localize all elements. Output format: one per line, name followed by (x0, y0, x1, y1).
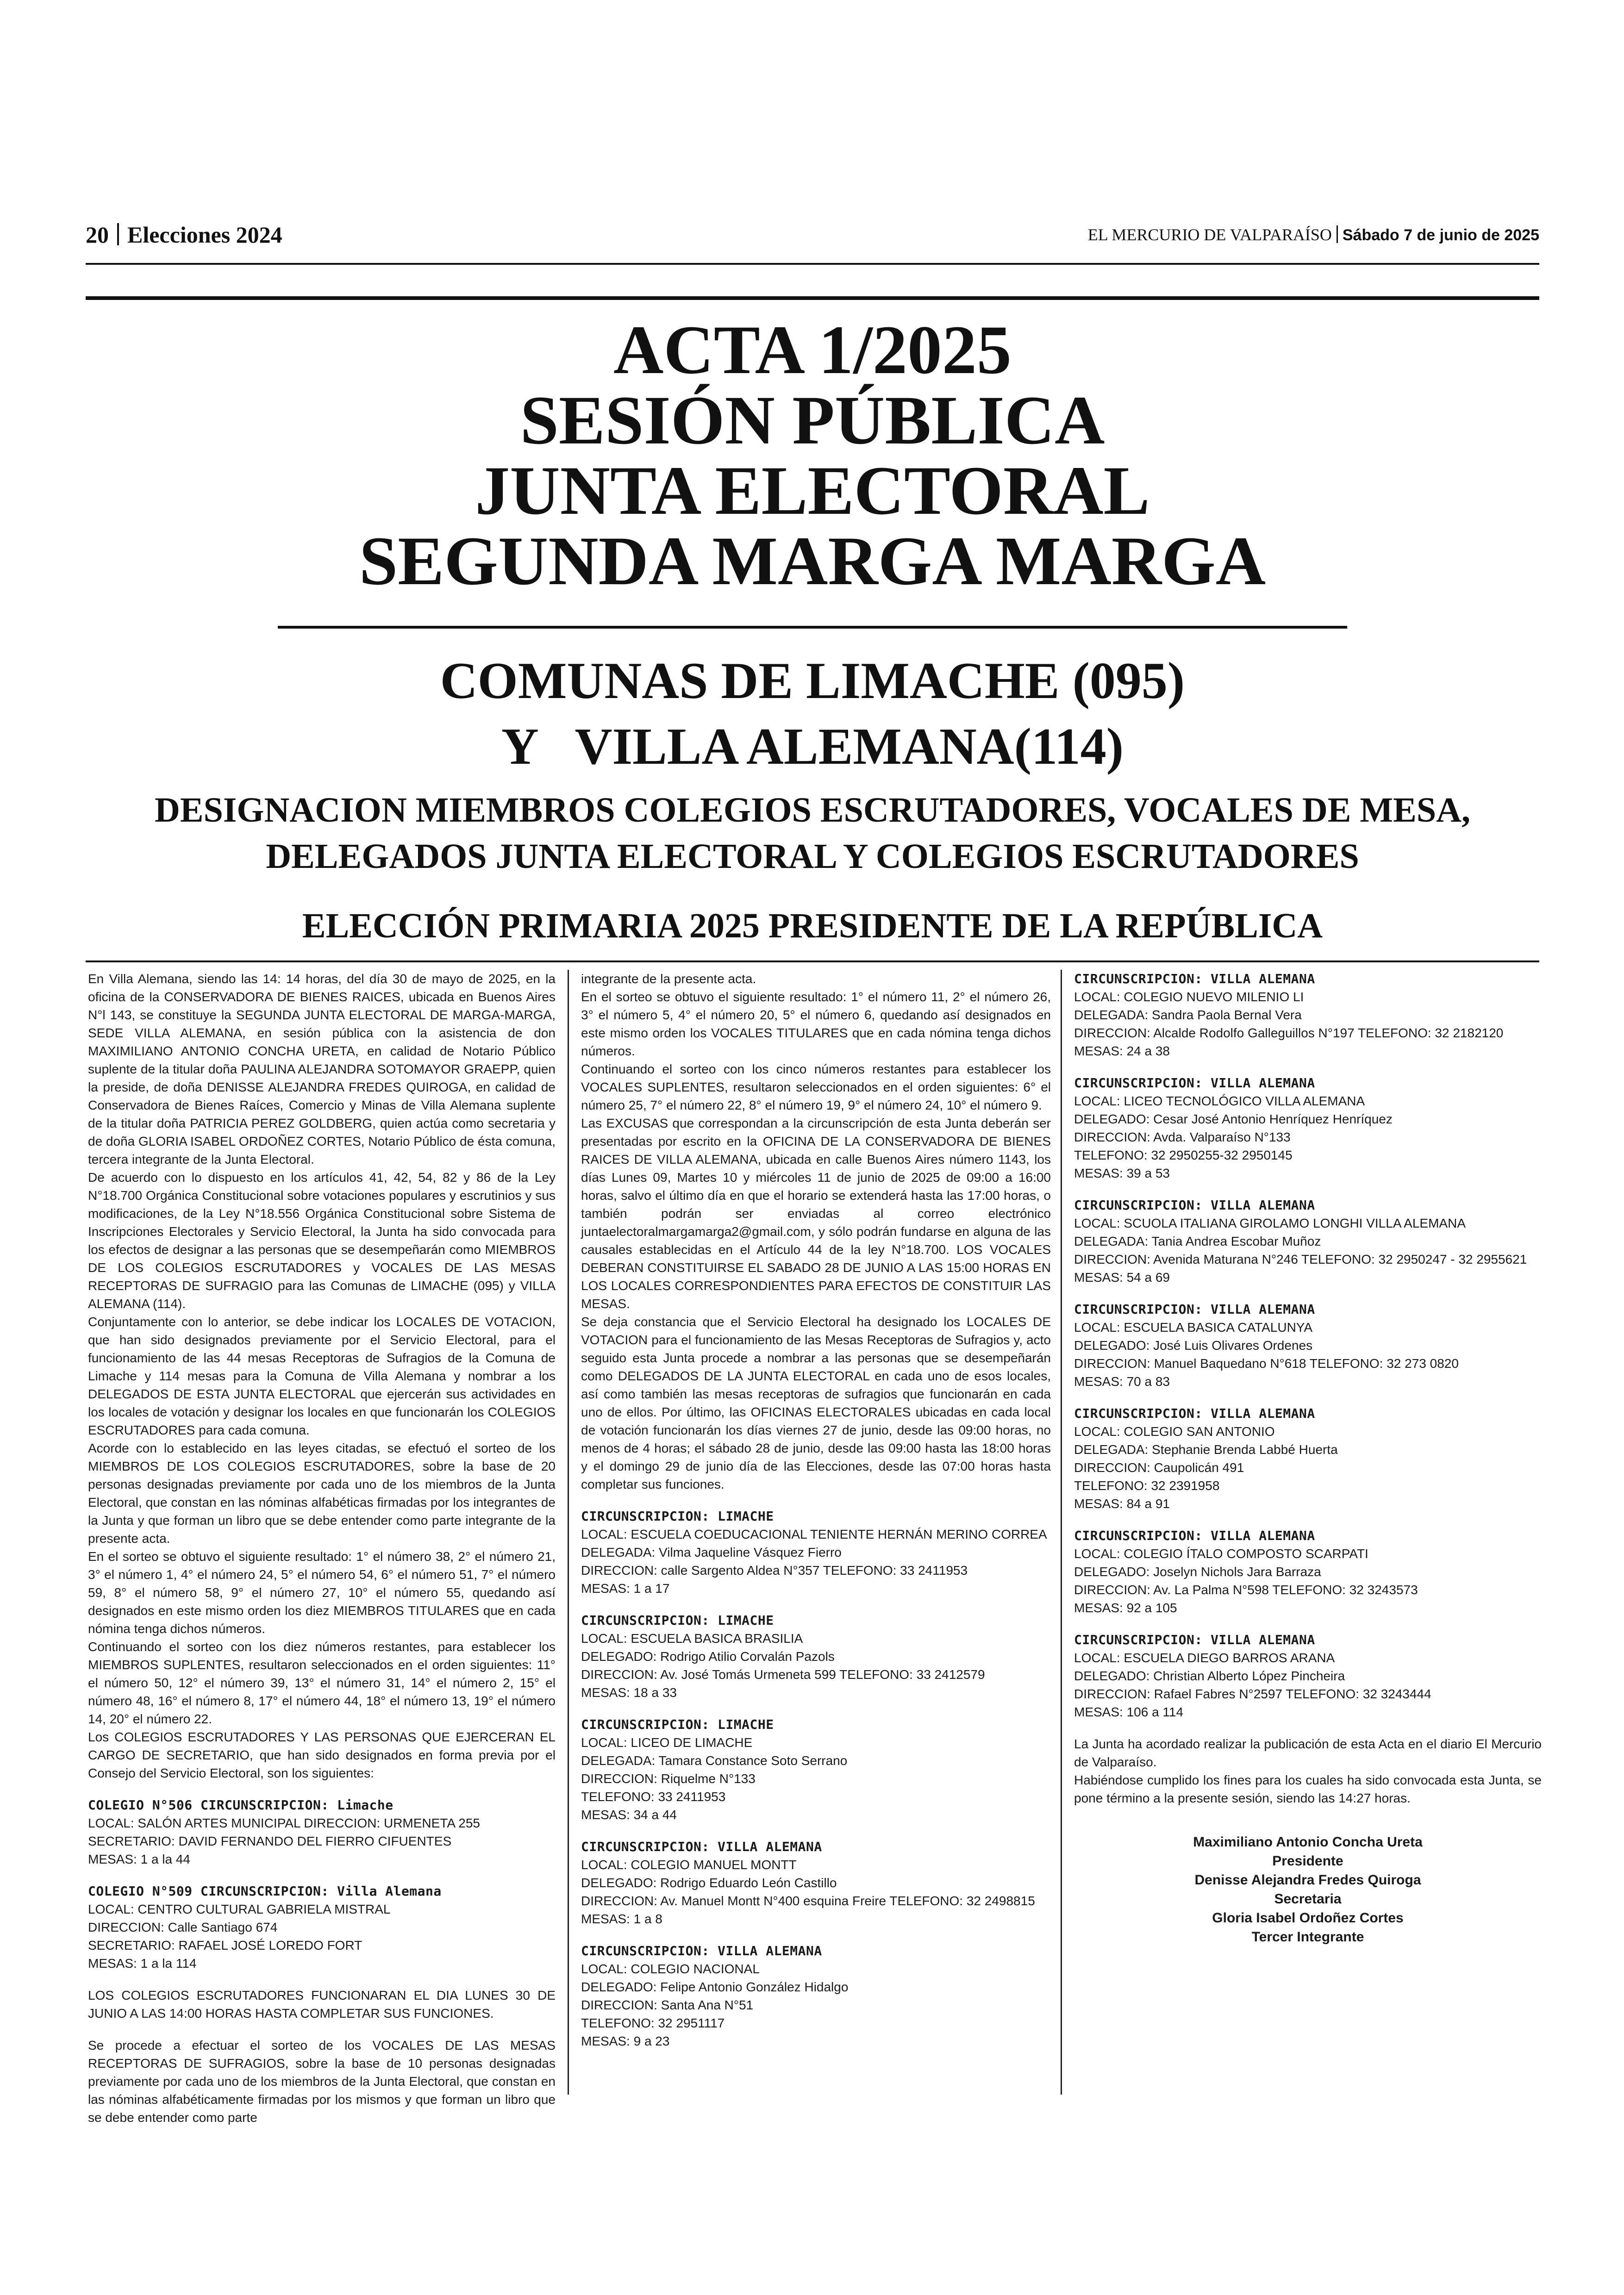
publication-info (1088, 225, 1539, 244)
body-rule (86, 960, 1539, 962)
circunscripcion-list (1074, 970, 1542, 1721)
circunscripcion-heading: CIRCUNSCRIPCION: VILLA ALEMANA (1074, 1406, 1315, 1421)
title-line: SEGUNDA MARGA MARGA (359, 523, 1266, 599)
paragraph: Continuando el sorteo con los cinco números restantes para establecer los VOCALES SUPLENTES, resultaron seleccionados en el orden siguientes: 6° el número 25, 7° el número 22, 8° el número 19, 9° el número 24, 10° el número 9. (581, 1062, 1051, 1112)
designacion-heading (86, 787, 1539, 879)
circunscripcion-line: DIRECCION: Rafael Fabres N°2597 TELEFONO: 32 3243444 (1074, 1687, 1431, 1701)
circunscripcion-line: DELEGADO: Joselyn Nichols Jara Barraza (1074, 1565, 1321, 1579)
signer-name: Denisse Alejandra Fredes Quiroga (1194, 1872, 1421, 1888)
circunscripcion-line: DIRECCION: Avenida Maturana N°246 TELEFONO: 32 2950247 - 32 2955621 (1074, 1252, 1527, 1266)
circunscripcion-line: DELEGADA: Tamara Constance Soto Serrano (581, 1753, 848, 1768)
circunscripcion-line: LOCAL: COLEGIO ÍTALO COMPOSTO SCARPATI (1074, 1547, 1368, 1561)
circunscripcion-block (1074, 1196, 1542, 1286)
circunscripcion-line: DELEGADA: Vilma Jaqueline Vásquez Fierro (581, 1545, 842, 1559)
column-divider (1061, 970, 1062, 2095)
signer-role: Secretaria (1274, 1891, 1342, 1907)
circunscripcion-heading: CIRCUNSCRIPCION: VILLA ALEMANA (1074, 971, 1315, 986)
paragraph: La Junta ha acordado realizar la publicación de esta Acta en el diario El Mercurio de Valparaíso. (1074, 1737, 1542, 1769)
circunscripcion-line: LOCAL: ESCUELA DIEGO BARROS ARANA (1074, 1651, 1335, 1665)
circunscripcion-line: DIRECCION: Alcalde Rodolfo Galleguillos N°197 TELEFONO: 32 2182120 (1074, 1026, 1504, 1040)
column-divider (568, 970, 569, 2095)
circunscripcion-line: DELEGADO: Rodrigo Eduardo León Castillo (581, 1876, 837, 1890)
circunscripcion-line: MESAS: 9 a 23 (581, 2034, 670, 2048)
circunscripcion-heading: CIRCUNSCRIPCION: VILLA ALEMANA (1074, 1632, 1315, 1647)
circunscripcion-heading: CIRCUNSCRIPCION: LIMACHE (581, 1613, 774, 1628)
circunscripcion-block (581, 1715, 1051, 1824)
circunscripcion-line: DIRECCION: calle Sargento Aldea N°357 TELEFONO: 33 2411953 (581, 1563, 968, 1578)
circunscripcion-heading: CIRCUNSCRIPCION: VILLA ALEMANA (1074, 1075, 1315, 1091)
circunscripcion-line: LOCAL: COLEGIO MANUEL MONTT (581, 1858, 797, 1872)
designacion-line: DESIGNACION MIEMBROS COLEGIOS ESCRUTADORES, VOCALES DE MESA, (155, 791, 1470, 829)
column-1 (88, 970, 556, 2127)
circunscripcion-line: DIRECCION: Av. José Tomás Urmeneta 599 TELEFONO: 33 2412579 (581, 1667, 985, 1682)
title-line: JUNTA ELECTORAL (475, 452, 1150, 529)
colegio-line: LOCAL: CENTRO CULTURAL GABRIELA MISTRAL (88, 1902, 391, 1916)
circunscripcion-line: TELEFONO: 33 2411953 (581, 1790, 726, 1804)
circunscripcion-line: TELEFONO: 32 2950255-32 2950145 (1074, 1148, 1293, 1162)
circunscripcion-block (581, 1507, 1051, 1597)
colegio-heading: COLEGIO N°509 CIRCUNSCRIPCION: Villa Alemana (88, 1883, 442, 1899)
section-header (86, 221, 282, 248)
circunscripcion-line: MESAS: 54 a 69 (1074, 1270, 1170, 1285)
column-2 (581, 970, 1051, 2050)
paragraph: Las EXCUSAS que correspondan a la circunscripción de esta Junta deberán ser presentadas por escrito en la OFICINA DE LA CONSERVADORA DE BIENES RAICES DE VILLA ALEMANA, ubicada en calle Buenos Aires número 1143, los días Lunes 09, Martes 10 y miércoles 11 de junio de 2025 de 09:00 a 16:00 horas, salvo el último día en que el horario se extenderá hasta las 17:00 horas, o también podrán ser enviadas al correo electrónico juntaelectoralmargamarga2@gmail.com, y sólo podrán fundarse en alguna de las causales establecidas en el Artículo 44 de la ley N°18.700. LOS VOCALES DEBERAN CONSTITUIRSE EL SABADO 28 DE JUNIO A LAS 15:00 HORAS EN LOS LOCALES CORRESPONDIENTES PARA EFECTOS DE CONSTITUIR LAS MESAS. (581, 1116, 1051, 1311)
page-number: 20 (86, 222, 109, 248)
circunscripcion-heading: CIRCUNSCRIPCION: LIMACHE (581, 1717, 774, 1732)
divider (1337, 225, 1338, 243)
circunscripcion-list (581, 1507, 1051, 2050)
colegio-heading: COLEGIO N°506 CIRCUNSCRIPCION: Limache (88, 1797, 394, 1813)
paragraph: Se deja constancia que el Servicio Electoral ha designado los LOCALES DE VOTACION para el funcionamiento de las Mesas Receptoras de Sufragios y, acto seguido esta Junta procede a nombrar a las personas que se desempeñarán como DELEGADOS DE LA JUNTA ELECTORAL en cada uno de esos locales, así como también las mesas receptoras de sufragios que funcionarán en cada uno de ellos. Por último, las OFICINAS ELECTORALES ubicadas en cada local de votación funcionarán los días viernes 27 de junio, desde las 09:00 horas, no menos de 4 horas; el sábado 28 de junio, desde las 09:00 hasta las 18:00 horas y el domingo 29 de junio día de las Elecciones, desde las 07:00 horas hasta completar sus funciones. (581, 1315, 1051, 1491)
circunscripcion-line: LOCAL: ESCUELA COEDUCACIONAL TENIENTE HERNÁN MERINO CORREA (581, 1527, 1047, 1541)
designacion-line: DELEGADOS JUNTA ELECTORAL Y COLEGIOS ESCRUTADORES (266, 837, 1359, 876)
circunscripcion-line: LOCAL: LICEO DE LIMACHE (581, 1735, 753, 1750)
paragraph: Conjuntamente con lo anterior, se debe indicar los LOCALES DE VOTACION, que han sido designados previamente por el Servicio Electoral, para el funcionamiento de las 44 mesas Receptoras de Sufragios de la Comuna de Limache y 114 mesas para la Comuna de Villa Alemana y nombrar a los DELEGADOS DE ESTA JUNTA ELECTORAL que ejercerán sus actividades en los locales de votación y designar los locales en que funcionarán los COLEGIOS ESCRUTADORES para cada comuna. (88, 1315, 556, 1437)
circunscripcion-line: DIRECCION: Avda. Valparaíso N°133 (1074, 1130, 1291, 1144)
circunscripcion-line: MESAS: 84 a 91 (1074, 1497, 1170, 1511)
circunscripcion-line: DELEGADA: Sandra Paola Bernal Vera (1074, 1008, 1302, 1022)
circunscripcion-block (1074, 970, 1542, 1060)
circunscripcion-line: MESAS: 39 a 53 (1074, 1166, 1170, 1180)
circunscripcion-line: LOCAL: LICEO TECNOLÓGICO VILLA ALEMANA (1074, 1094, 1365, 1108)
title-line: ACTA 1/2025 (613, 312, 1012, 388)
paragraph: En el sorteo se obtuvo el siguiente resultado: 1° el número 11, 2° el número 26, 3° el número 5, 4° el número 20, 5° el número 6, quedando así designados en este mismo orden los VOCALES TITULARES que en cada nómina tenga dichos números. (581, 990, 1051, 1058)
signer-role: Presidente (1272, 1853, 1343, 1869)
column-3 (1074, 970, 1542, 1946)
circunscripcion-heading: CIRCUNSCRIPCION: VILLA ALEMANA (1074, 1197, 1315, 1213)
circunscripcion-line: DELEGADO: Rodrigo Atilio Corvalán Pazols (581, 1649, 835, 1664)
paragraph: integrante de la presente acta. (581, 972, 756, 986)
circunscripcion-heading: CIRCUNSCRIPCION: VILLA ALEMANA (1074, 1528, 1315, 1543)
page-header (86, 221, 1539, 249)
signer-name: Maximiliano Antonio Concha Ureta (1193, 1834, 1423, 1850)
circunscripcion-block (581, 1942, 1051, 2050)
circunscripcion-line: MESAS: 24 a 38 (1074, 1044, 1170, 1058)
circunscripcion-heading: CIRCUNSCRIPCION: VILLA ALEMANA (581, 1943, 822, 1958)
circunscripcion-line: DIRECCION: Caupolicán 491 (1074, 1460, 1244, 1475)
title-rule (278, 626, 1347, 629)
publication-date: Sábado 7 de junio de 2025 (1342, 226, 1539, 244)
title-line: SESIÓN PÚBLICA (520, 382, 1105, 459)
circunscripcion-line: LOCAL: ESCUELA BASICA CATALUNYA (1074, 1320, 1313, 1335)
circunscripcion-heading: CIRCUNSCRIPCION: VILLA ALEMANA (581, 1839, 822, 1854)
circunscripcion-block (1074, 1300, 1542, 1391)
circunscripcion-line: LOCAL: ESCUELA BASICA BRASILIA (581, 1631, 803, 1646)
colegio-line: SECRETARIO: RAFAEL JOSÉ LOREDO FORT (88, 1938, 362, 1952)
circunscripcion-block (1074, 1074, 1542, 1182)
paragraph: Habiéndose cumplido los fines para los cuales ha sido convocada esta Junta, se pone término a la presente sesión, siendo las 14:27 horas. (1074, 1773, 1542, 1805)
circunscripcion-block (1074, 1404, 1542, 1513)
colegio-line: DIRECCION: Calle Santiago 674 (88, 1920, 278, 1934)
circunscripcion-block (581, 1838, 1051, 1928)
circunscripcion-heading: CIRCUNSCRIPCION: LIMACHE (581, 1509, 774, 1524)
circunscripcion-line: DIRECCION: Manuel Baquedano N°618 TELEFONO: 32 273 0820 (1074, 1356, 1459, 1371)
paragraph: Acorde con lo establecido en las leyes citadas, se efectuó el sorteo de los MIEMBROS DE LOS COLEGIOS ESCRUTADORES, sobre la base de 20 personas designadas previamente por cada uno de los miembros de la Junta Electoral, que constan en las nóminas alfabéticas firmadas por los integrantes de la Junta y que forman un libro que se debe entender como parte integrante de la presente acta. (88, 1441, 556, 1546)
colegio-block (88, 1882, 556, 1972)
circunscripcion-block (1074, 1631, 1542, 1721)
paragraph: Continuando el sorteo con los diez números restantes, para establecer los MIEMBROS SUPLENTES, resultaron seleccionados en el orden siguientes: 11° el número 50, 12° el número 39, 13° el número 31, 14° el número 2, 15° el número 48, 16° el número 8, 17° el número 44, 18° el número 13, 19° el número 14, 20° el número 22. (88, 1640, 556, 1726)
circunscripcion-line: MESAS: 18 a 33 (581, 1685, 677, 1700)
circunscripcion-line: TELEFONO: 32 2951117 (581, 2016, 725, 2030)
signer-role: Tercer Integrante (1251, 1929, 1364, 1945)
newspaper-name: EL MERCURIO DE VALPARAÍSO (1087, 225, 1332, 244)
circunscripcion-line: MESAS: 106 a 114 (1074, 1705, 1184, 1719)
circunscripcion-line: MESAS: 92 a 105 (1074, 1601, 1177, 1615)
comunas-line: Y VILLA ALEMANA(114) (501, 718, 1124, 775)
section-name: Elecciones 2024 (127, 222, 282, 248)
circunscripcion-line: DELEGADO: Christian Alberto López Pincheira (1074, 1669, 1345, 1683)
colegio-line: MESAS: 1 a la 114 (88, 1956, 197, 1971)
circunscripcion-line: LOCAL: COLEGIO NACIONAL (581, 1962, 760, 1976)
paragraph: De acuerdo con lo dispuesto en los artículos 41, 42, 54, 82 y 86 de la Ley N°18.700 Orgánica Constitucional sobre votaciones populares y escrutinios y sus modificaciones, de la Ley N°18.556 Orgánica Constitucional sobre Sistema de Inscripciones Electorales y Servicio Electoral, la Junta ha sido convocada para los efectos de designar a las personas que se desempeñarán como MIEMBROS DE LOS COLEGIOS ESCRUTADORES y VOCALES DE LAS MESAS RECEPTORAS DE SUFRAGIO para las Comunas de LIMACHE (095) y VILLA ALEMANA (114). (88, 1170, 556, 1311)
colegio-line: LOCAL: SALÓN ARTES MUNICIPAL DIRECCION: URMENETA 255 (88, 1816, 480, 1830)
signer-name: Gloria Isabel Ordoñez Cortes (1212, 1910, 1404, 1926)
circunscripcion-line: DIRECCION: Av. La Palma N°598 TELEFONO: 32 3243573 (1074, 1583, 1418, 1597)
circunscripcion-block (581, 1611, 1051, 1702)
comunas-heading (86, 648, 1539, 780)
circunscripcion-line: MESAS: 1 a 17 (581, 1581, 670, 1596)
paragraph: LOS COLEGIOS ESCRUTADORES FUNCIONARAN EL DIA LUNES 30 DE JUNIO A LAS 14:00 HORAS HASTA COMPLETAR SUS FUNCIONES. (88, 1988, 556, 2021)
circunscripcion-line: DELEGADO: José Luis Olivares Ordenes (1074, 1338, 1313, 1353)
comunas-line: COMUNAS DE LIMACHE (095) (440, 652, 1185, 710)
circunscripcion-line: DIRECCION: Santa Ana N°51 (581, 1998, 754, 2012)
circunscripcion-line: MESAS: 70 a 83 (1074, 1374, 1170, 1389)
page-title (86, 312, 1539, 599)
colegio-block (88, 1796, 556, 1868)
signatures (1074, 1833, 1542, 1946)
circunscripcion-line: MESAS: 1 a 8 (581, 1912, 662, 1926)
circunscripcion-line: LOCAL: SCUOLA ITALIANA GIROLAMO LONGHI VILLA ALEMANA (1074, 1216, 1466, 1230)
circunscripcion-line: LOCAL: COLEGIO NUEVO MILENIO LI (1074, 990, 1304, 1004)
paragraph: Los COLEGIOS ESCRUTADORES Y LAS PERSONAS QUE EJERCERAN EL CARGO DE SECRETARIO, que han sido designados en forma previa por el Consejo del Servicio Electoral, son los siguientes: (88, 1730, 556, 1780)
circunscripcion-line: DELEGADA: Stephanie Brenda Labbé Huerta (1074, 1442, 1338, 1457)
circunscripcion-line: DELEGADA: Tania Andrea Escobar Muñoz (1074, 1234, 1321, 1248)
top-rule (86, 296, 1539, 300)
circunscripcion-line: DELEGADO: Felipe Antonio González Hidalgo (581, 1980, 849, 1994)
paragraph: En el sorteo se obtuvo el siguiente resultado: 1° el número 38, 2° el número 21, 3° el número 1, 4° el número 24, 5° el número 54, 6° el número 51, 7° el número 59, 8° el número 58, 9° el número 27, 10° el número 55, quedando así designados en este mismo orden los diez MIEMBROS TITULARES que en cada nómina tenga dichos números. (88, 1549, 556, 1636)
circunscripcion-block (1074, 1527, 1542, 1617)
circunscripcion-line: TELEFONO: 32 2391958 (1074, 1478, 1220, 1493)
paragraph: En Villa Alemana, siendo las 14: 14 horas, del día 30 de mayo de 2025, en la oficina de la CONSERVADORA DE BIENES RAICES, ubicada en Buenos Aires N°l 143, se constituye la SEGUNDA JUNTA ELECTORAL DE MARGA-MARGA, SEDE VILLA ALEMANA, en sesión pública con la asistencia de don MAXIMILIANO ANTONIO CONCHA URETA, en calidad de Notario Público suplente de la titular doña PAULINA ALEJANDRA SOTOMAYOR GRAEPP, quien la preside, de doña DENISSE ALEJANDRA FREDES QUIROGA, en calidad de Conservadora de Bienes Raíces, Comercio y Minas de Villa Alemana suplente de la titular doña PATRICIA PEREZ GOLDBERG, quien actúa como secretaria y de doña GLORIA ISABEL ORDOÑEZ CORTES, Notario Público de ésta comuna, tercera integrante de la Junta Electoral. (88, 972, 556, 1166)
circunscripcion-heading: CIRCUNSCRIPCION: VILLA ALEMANA (1074, 1302, 1315, 1317)
paragraph: Se procede a efectuar el sorteo de los VOCALES DE LAS MESAS RECEPTORAS DE SUFRAGIOS, sobre la base de 10 personas designadas previamente por cada uno de los miembros de la Junta Electoral, que constan en las nóminas alfabéticamente firmadas por los mismos y que forman un libro que se debe entender como parte (88, 2038, 556, 2125)
colegio-line: SECRETARIO: DAVID FERNANDO DEL FIERRO CIFUENTES (88, 1834, 452, 1848)
circunscripcion-line: DIRECCION: Av. Manuel Montt N°400 esquina Freire TELEFONO: 32 2498815 (581, 1894, 1035, 1908)
circunscripcion-line: MESAS: 34 a 44 (581, 1808, 677, 1822)
circunscripcion-line: DELEGADO: Cesar José Antonio Henríquez Henríquez (1074, 1112, 1393, 1126)
circunscripcion-line: DIRECCION: Riquelme N°133 (581, 1771, 756, 1786)
colegio-line: MESAS: 1 a la 44 (88, 1852, 191, 1866)
eleccion-heading: ELECCIÓN PRIMARIA 2025 PRESIDENTE DE LA REPÚBLICA (302, 906, 1323, 945)
circunscripcion-line: LOCAL: COLEGIO SAN ANTONIO (1074, 1424, 1275, 1439)
divider (117, 223, 119, 245)
header-rule (86, 263, 1539, 265)
